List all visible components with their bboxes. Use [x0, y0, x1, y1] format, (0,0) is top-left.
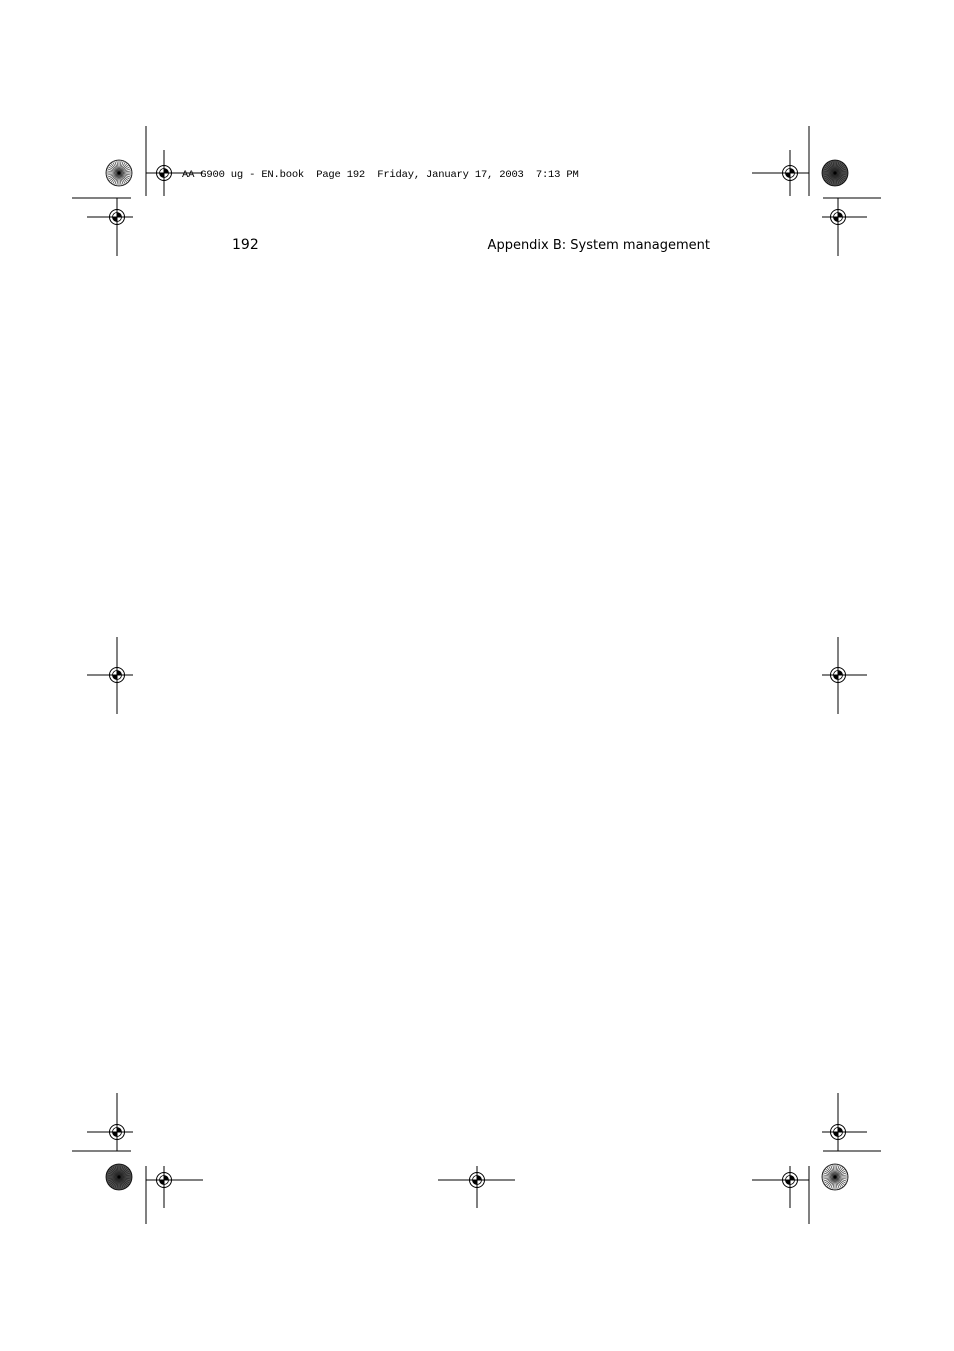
print-slug: AA G900 ug - EN.book Page 192 Friday, January 17, 2003 7:13 PM: [182, 169, 579, 181]
starburst-target-icon: [822, 160, 848, 186]
starburst-target-icon: [822, 1164, 848, 1190]
page-number: 192: [232, 237, 259, 253]
starburst-target-icon: [106, 1164, 132, 1190]
starburst-target-icon: [106, 160, 132, 186]
running-head: Appendix B: System management: [487, 238, 710, 253]
